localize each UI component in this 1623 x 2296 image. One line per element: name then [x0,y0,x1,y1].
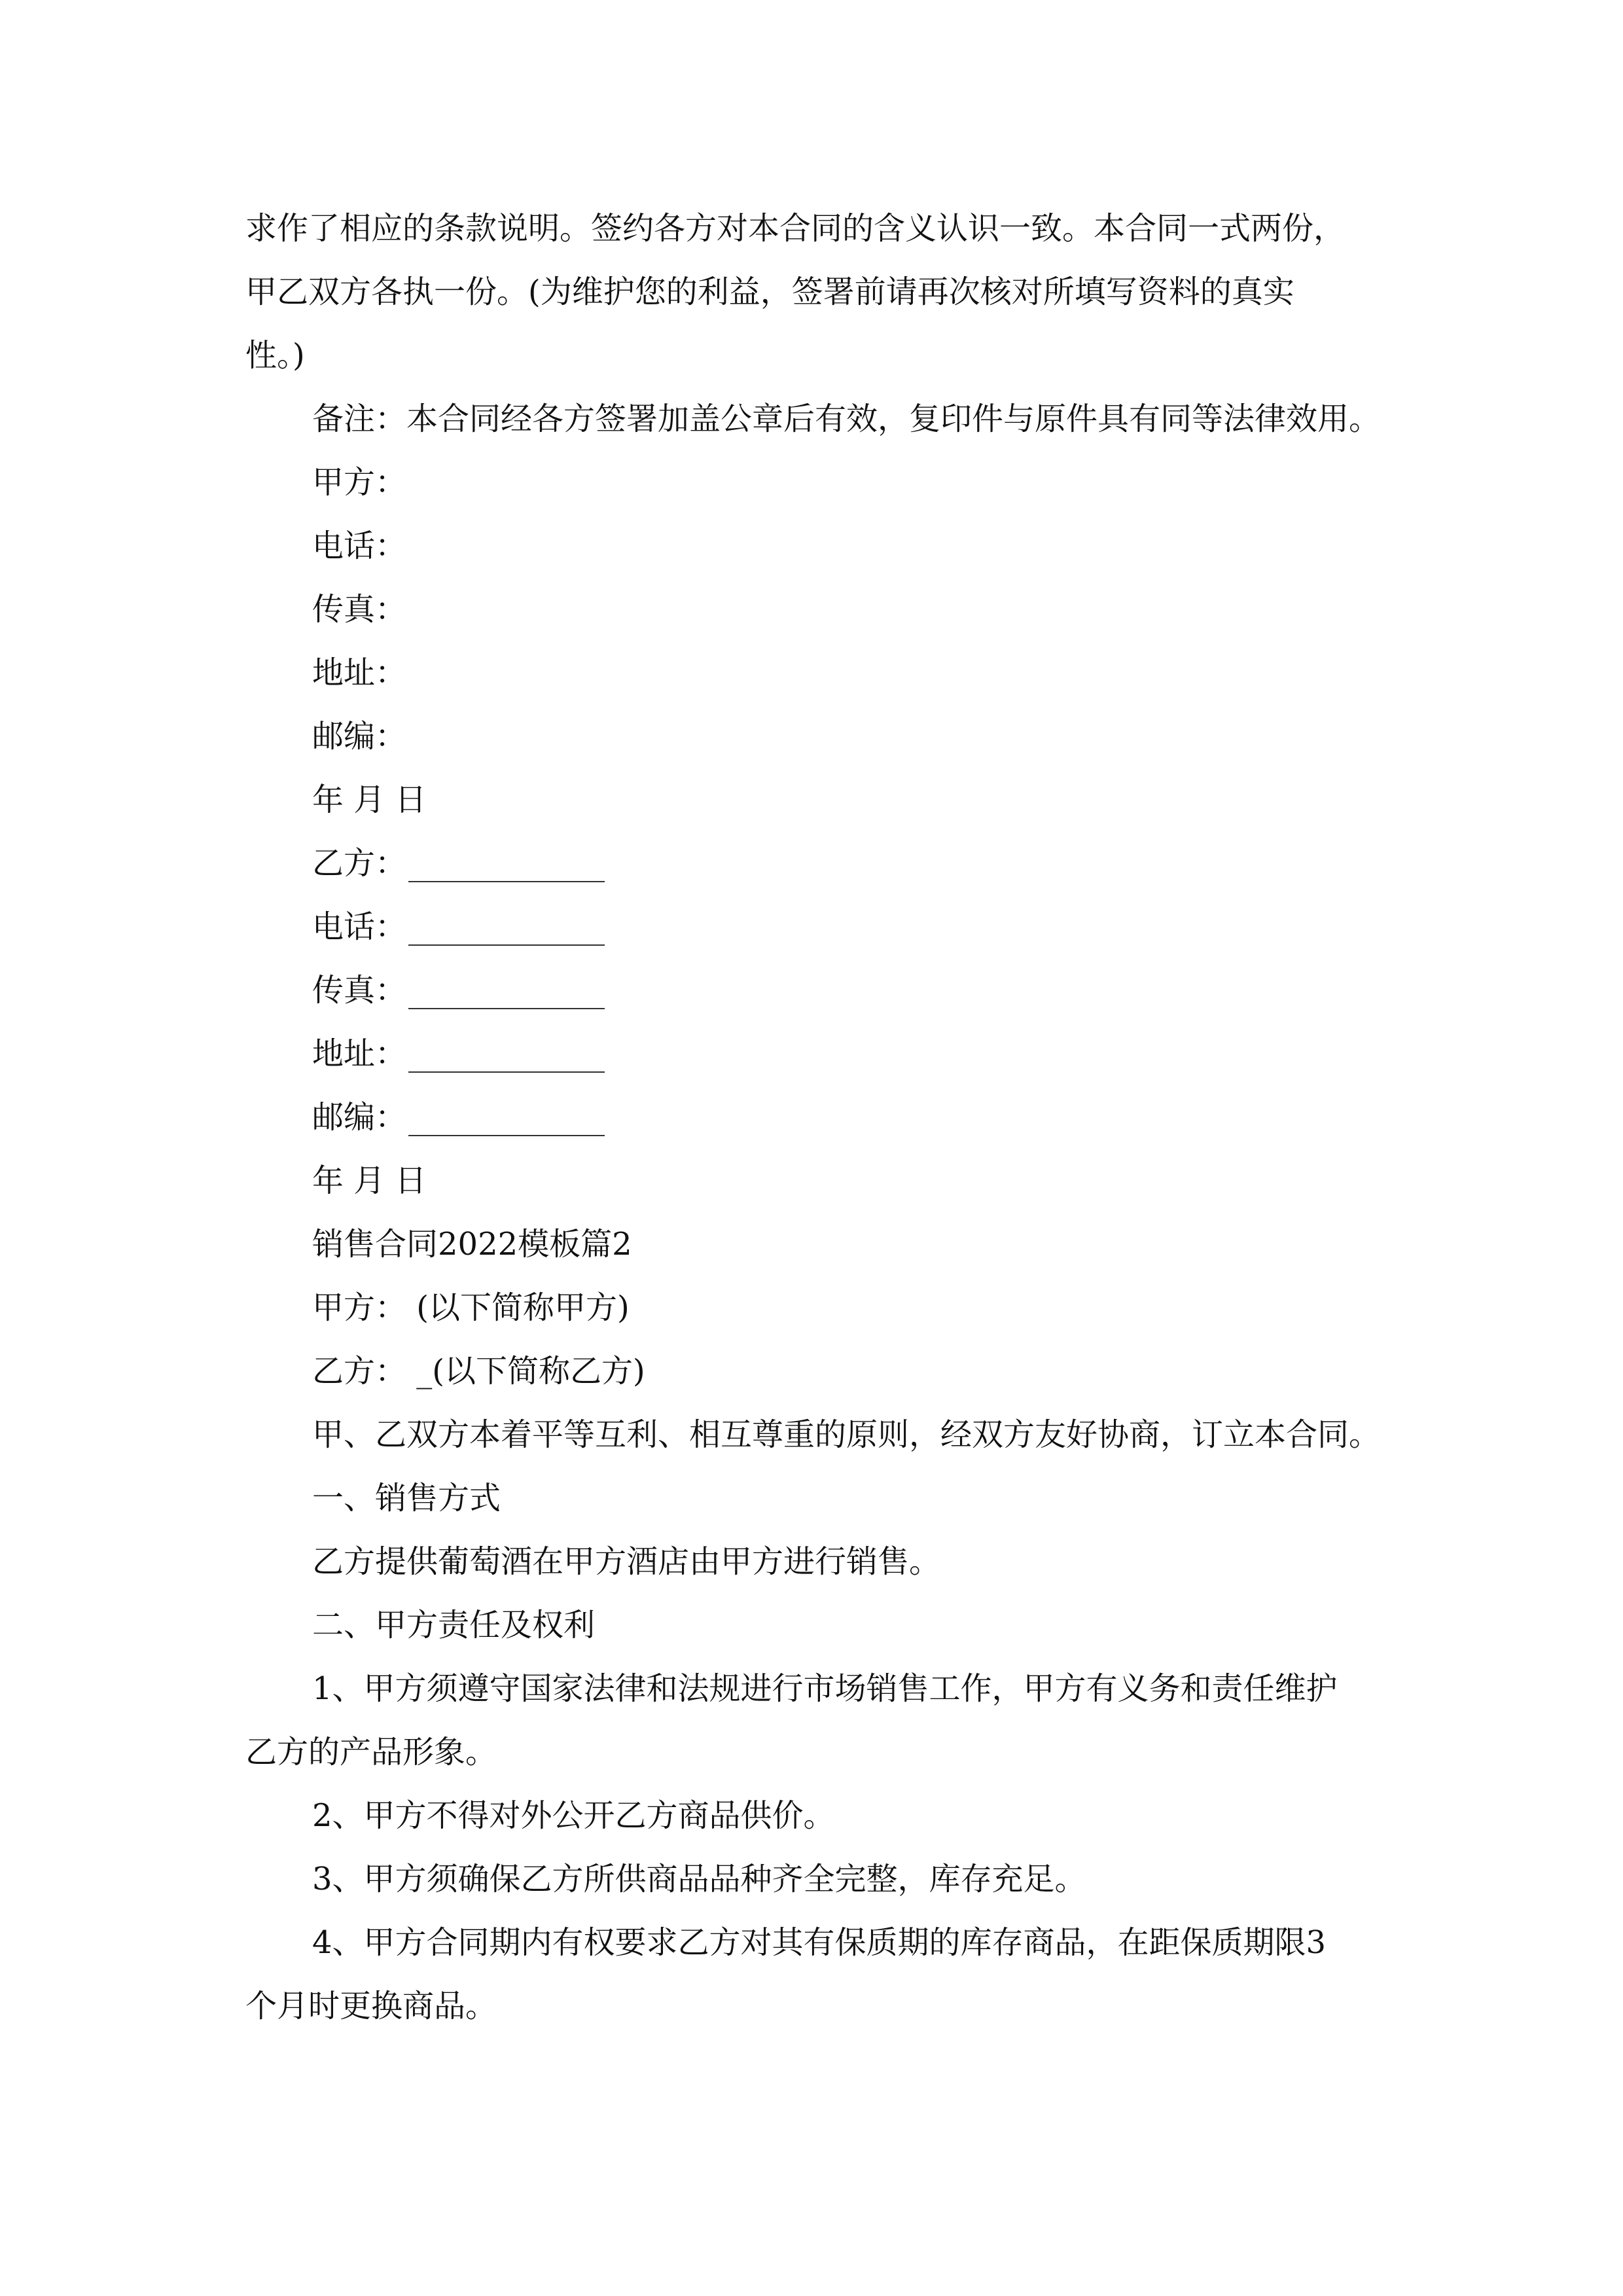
paragraph-line: 乙方提供葡萄酒在甲方酒店由甲方进行销售。 [312,1543,941,1580]
postcode-label: 邮编： [312,718,407,755]
section-title: 销售合同2022模板篇2 [312,1226,632,1263]
remark-line: 备注：本合同经各方签署加盖公章后有效，复印件与原件具有同等法律效用。 [312,401,1381,437]
clause-line: 3、甲方须确保乙方所供商品品种齐全完整，库存充足。 [312,1861,1086,1897]
phone-label: 电话： [312,908,407,945]
party-b-blank [408,881,605,882]
clause-line: 4、甲方合同期内有权要求乙方对其有保质期的库存商品，在距保质期限3 [312,1924,1327,1961]
paragraph-line: 性。) [245,337,305,374]
clause-line: 1、甲方须遵守国家法律和法规进行市场销售工作，甲方有义务和责任维护 [312,1670,1338,1707]
postcode-label: 邮编： [312,1099,407,1136]
party-a-line: 甲方： (以下简称甲方) [312,1289,630,1326]
address-label: 地址： [312,655,407,691]
postcode-blank [408,1135,605,1136]
heading-sales-method: 一、销售方式 [312,1480,501,1516]
phone-blank [408,944,605,946]
date-line: 年 月 日 [312,1162,427,1199]
party-b-line: 乙方： _(以下简称乙方) [312,1353,645,1390]
fax-blank [408,1008,605,1009]
date-line: 年 月 日 [312,781,427,818]
party-b-label: 乙方： [312,845,407,882]
clause-line: 2、甲方不得对外公开乙方商品供价。 [312,1797,835,1834]
party-a-label: 甲方： [312,464,407,501]
paragraph-line: 甲、乙双方本着平等互利、相互尊重的原则，经双方友好协商，订立本合同。 [312,1416,1381,1453]
fax-label: 传真： [312,972,407,1009]
clause-line: 个月时更换商品。 [245,1988,497,2024]
paragraph-line: 甲乙双方各执一份。(为维护您的利益，签署前请再次核对所填写资料的真实 [245,274,1294,310]
address-blank [408,1071,605,1073]
fax-label: 传真： [312,591,407,628]
address-label: 地址： [312,1035,407,1072]
phone-label: 电话： [312,528,407,564]
heading-party-a-duties: 二、甲方责任及权利 [312,1607,596,1643]
paragraph-line: 求作了相应的条款说明。签约各方对本合同的含义认识一致。本合同一式两份， [245,210,1346,247]
clause-line: 乙方的产品形象。 [245,1734,497,1770]
